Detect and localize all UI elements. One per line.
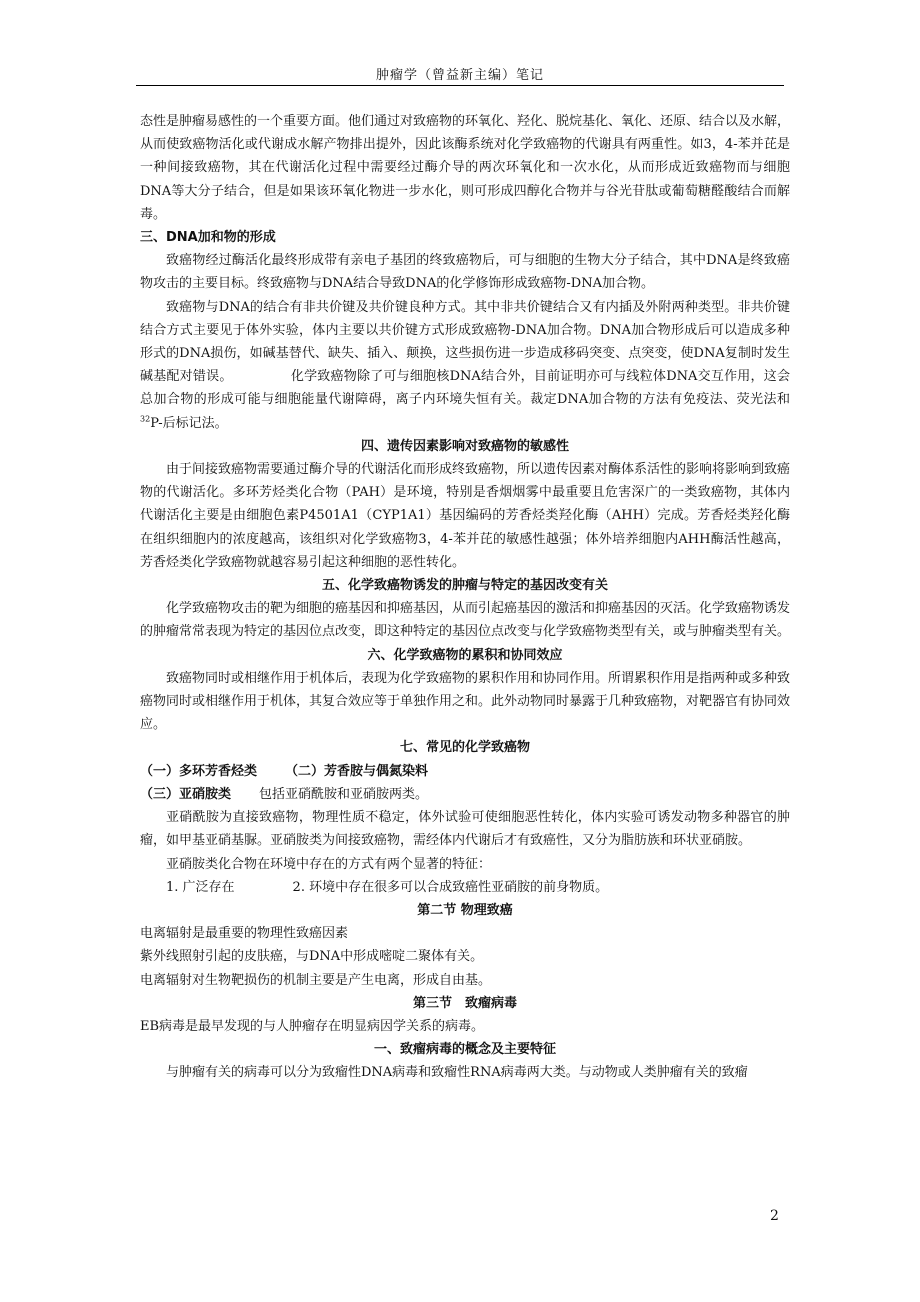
section-heading: 第三节 致瘤病毒	[412, 995, 517, 1011]
paragraph: 电离辐射对生物靶损伤的机制主要是产生电离，形成自由基。	[140, 972, 492, 988]
superscript: 32	[140, 414, 151, 424]
paragraph: 态性是肿瘤易感性的一个重要方面。他们通过对致癌物的环氧化、羟化、脱烷基化、氧化、还原、结合以及水解，从而使致癌物活化或代谢成水解产物排出提外，因此该酶系统对化学致癌物的代谢具有两重性。如3，4-苯并芘是一种间接致癌物，其在代谢活化过程中需要经过酶介导的两次环氧化和一次水化，从而形成近致癌物而与细胞DNA等大分子结合，但是如果该环氧化物进一步水化，则可形成四醇化合物并与谷光苷肽或葡萄糖醛酸结合而解毒。	[140, 114, 791, 222]
paragraph: 与肿瘤有关的病毒可以分为致瘤性DNA病毒和致瘤性RNA病毒两大类。与动物或人类肿瘤有关的致瘤	[166, 1065, 748, 1081]
section-heading: 六、化学致癌物的累积和协同效应	[367, 647, 563, 663]
page-number: 2	[770, 1208, 779, 1224]
paragraph: EB病毒是最早发现的与人肿瘤存在明显病因学关系的病毒。	[140, 1018, 485, 1034]
paragraph: 化学致癌物攻击的靶为细胞的癌基因和抑癌基因，从而引起癌基因的激活和抑癌基因的灭活。化学致癌物诱发的肿瘤常常表现为特定的基因位点改变，即这种特定的基因位点改变与化学致癌物类型有关，或与肿瘤类型有关。	[140, 601, 791, 640]
paragraph-text: 致癌物与DNA的结合有非共价键及共价键良种方式。其中非共价键结合又有内插及外附两种类型。非共价键结合方式主要见于体外实验，体内主要以共价键方式形成致癌物-DNA加合物。DNA加合物形成后可以造成多种形式的DNA损伤，如碱基替代、缺失、插入、颠换，这些损伤进一步造成移码突变、点突变，使DNA复制时发生碱基配对错误。	[140, 299, 790, 385]
section-heading: 五、化学致癌物诱发的肿瘤与特定的基因改变有关	[321, 578, 608, 594]
paragraph: 电离辐射是最重要的物理性致癌因素	[140, 926, 349, 942]
subheading: （一）多环芳香烃类	[140, 763, 258, 779]
paragraph: 亚硝酰胺为直接致癌物，物理性质不稳定，体外试验可使细胞恶性转化，体内实验可诱发动物多种器官的肿瘤，如甲基亚硝基脲。亚硝胺类为间接致癌物，需经体内代谢后才有致癌性，又分为脂肪族和环状亚硝胺。	[140, 810, 790, 849]
section-heading: 第二节 物理致癌	[417, 902, 513, 918]
section-heading: 四、遗传因素影响对致癌物的敏感性	[360, 438, 569, 454]
list-row	[140, 876, 790, 899]
section-heading: 一、致瘤病毒的概念及主要特征	[373, 1042, 556, 1058]
paragraph: 致癌物经过酶活化最终形成带有亲电子基团的终致癌物后，可与细胞的生物大分子结合，其中DNA是终致癌物攻击的主要目标。终致癌物与DNA结合导致DNA的化学修饰形成致癌物-DNA加合物。	[140, 253, 790, 292]
paragraph: 由于间接致癌物需要通过酶介导的代谢活化而形成终致癌物，所以遗传因素对酶体系活性的影响将影响到致癌物的代谢活化。多环芳烃类化合物（PAH）是环境，特别是香烟烟雾中最重要且危害深广的一类致癌物，其体内代谢活化主要是由细胞色素P4501A1（CYP1A1）基因编码的芳香烃类羟化酶（AHH）完成。芳香烃类羟化酶在组织细胞内的浓度越高，该组织对化学致癌物3，4-苯并芘的敏感性越强；体外培养细胞内AHH酶活性越高，芳香烃类化学致癌物就越容易引起这种细胞的恶性转化。	[140, 462, 791, 570]
subheading: （二）芳香胺与偶氮染料	[285, 763, 429, 779]
section-heading: 三、DNA加和物的形成	[140, 230, 276, 246]
paragraph: 紫外线照射引起的皮肤癌，与DNA中形成嘧啶二聚体有关。	[140, 949, 484, 965]
paragraph: 致癌物同时或相继作用于机体后，表现为化学致癌物的累积作用和协同作用。所谓累积作用是指两种或多种致癌物同时或相继作用于机体，其复合效应等于单独作用之和。此外动物同时暴露于几种致癌物，对靶器官有协同效应。	[140, 670, 791, 733]
paragraph-text: 包括亚硝酰胺和亚硝胺两类。	[259, 786, 429, 802]
paragraph	[140, 296, 790, 435]
subheading-row	[140, 760, 790, 783]
section-heading: 七、常见的化学致癌物	[399, 740, 530, 756]
paragraph-text: P-后标记法。	[150, 415, 228, 431]
subheading-row	[140, 783, 790, 806]
list-item: 2. 环境中存在很多可以合成致癌性亚硝胺的前身物质。	[292, 879, 609, 895]
header-rule	[136, 85, 784, 86]
list-item: 1. 广泛存在	[166, 879, 235, 895]
paragraph: 亚硝胺类化合物在环境中存在的方式有两个显著的特征：	[166, 856, 492, 872]
page-header: 肿瘤学（曾益新主编）笔记	[375, 68, 544, 83]
paragraph-text: 化学致癌物除了可与细胞核DNA结合外，目前证明亦可与线粒体DNA交互作用，这会总加合物的形成可能与细胞能量代谢障碍，离子内环境失恒有关。裁定DNA加合物的方法有免疫法、荧光法和	[140, 369, 790, 408]
subheading: （三）亚硝胺类	[140, 786, 232, 802]
page-content	[140, 110, 790, 1085]
